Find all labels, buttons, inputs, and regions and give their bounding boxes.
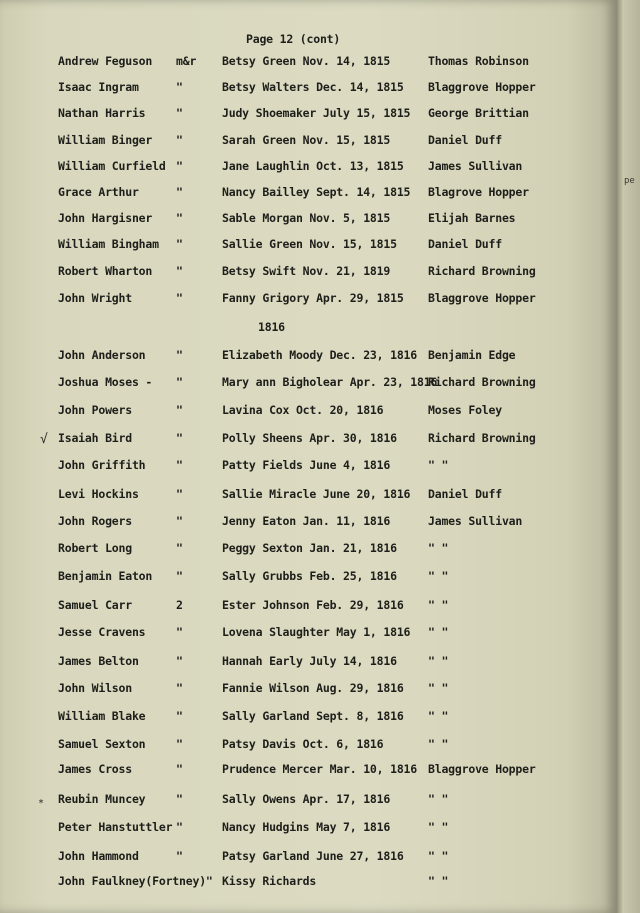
officiant-name: " " — [428, 458, 449, 472]
bride-and-date: Betsy Green Nov. 14, 1815 — [222, 54, 391, 68]
record-row — [0, 874, 616, 894]
ditto-mark: " — [176, 569, 183, 583]
groom-name: Benjamin Eaton — [58, 569, 153, 583]
officiant-name: Benjamin Edge — [428, 348, 516, 362]
groom-name: Andrew Feguson — [58, 54, 153, 68]
record-row — [0, 264, 616, 284]
record-row — [0, 348, 616, 368]
ditto-mark: m&r — [176, 54, 197, 68]
groom-name: Reubin Muncey — [58, 792, 146, 806]
ditto-mark: " — [176, 792, 183, 806]
groom-name: Isaiah Bird — [58, 431, 132, 445]
officiant-name: Richard Browning — [428, 264, 536, 278]
adjacent-page-edge — [616, 0, 640, 913]
officiant-name: Richard Browning — [428, 375, 536, 389]
groom-name: John Griffith — [58, 458, 146, 472]
bride-and-date: Polly Sheens Apr. 30, 1816 — [222, 431, 397, 445]
bride-and-date: Sarah Green Nov. 15, 1815 — [222, 133, 391, 147]
ditto-mark: " — [176, 625, 183, 639]
ditto-mark: " — [176, 541, 183, 555]
groom-name: William Binger — [58, 133, 153, 147]
officiant-name: Blaggrove Hopper — [428, 762, 536, 776]
ditto-mark: " — [176, 159, 183, 173]
ditto-mark: " — [176, 348, 183, 362]
ditto-mark: " — [176, 820, 183, 834]
bride-and-date: Lavina Cox Oct. 20, 1816 — [222, 403, 384, 417]
bride-and-date: Sable Morgan Nov. 5, 1815 — [222, 211, 391, 225]
bride-and-date: Patsy Davis Oct. 6, 1816 — [222, 737, 384, 751]
record-row — [0, 291, 616, 311]
officiant-name: Daniel Duff — [428, 237, 502, 251]
record-row — [0, 403, 616, 423]
officiant-name: " " — [428, 681, 449, 695]
groom-name: Samuel Sexton — [58, 737, 146, 751]
record-row — [0, 737, 616, 757]
ditto-mark: " — [176, 80, 183, 94]
bride-and-date: Jenny Eaton Jan. 11, 1816 — [222, 514, 391, 528]
ditto-mark: " — [176, 106, 183, 120]
record-row — [0, 237, 616, 257]
adjacent-page-text: pe — [624, 176, 635, 186]
check-mark: √ — [40, 432, 48, 447]
bride-and-date: Fanny Grigory Apr. 29, 1815 — [222, 291, 404, 305]
bride-and-date: Jane Laughlin Oct. 13, 1815 — [222, 159, 404, 173]
bride-and-date: Sally Grubbs Feb. 25, 1816 — [222, 569, 397, 583]
record-row — [0, 792, 616, 812]
officiant-name: Moses Foley — [428, 403, 502, 417]
groom-name: Isaac Ingram — [58, 80, 139, 94]
groom-name: James Belton — [58, 654, 139, 668]
groom-name: Levi Hockins — [58, 487, 139, 501]
record-row — [0, 514, 616, 534]
officiant-name: Elijah Barnes — [428, 211, 516, 225]
record-row — [0, 133, 616, 153]
officiant-name: Thomas Robinson — [428, 54, 529, 68]
groom-name: John Powers — [58, 403, 132, 417]
record-row — [0, 654, 616, 674]
ditto-mark: " — [176, 849, 183, 863]
bride-and-date: Lovena Slaughter May 1, 1816 — [222, 625, 411, 639]
ditto-mark: " — [176, 375, 183, 389]
groom-name: Robert Long — [58, 541, 132, 555]
ditto-mark: " — [176, 762, 183, 776]
record-row — [0, 80, 616, 100]
groom-name: William Blake — [58, 709, 146, 723]
ditto-mark: " — [176, 211, 183, 225]
officiant-name: Blaggrove Hopper — [428, 291, 536, 305]
record-row — [0, 681, 616, 701]
groom-name: Grace Arthur — [58, 185, 139, 199]
officiant-name: " " — [428, 569, 449, 583]
record-row — [0, 569, 616, 589]
bride-and-date: Sallie Green Nov. 15, 1815 — [222, 237, 397, 251]
record-row — [0, 159, 616, 179]
bride-and-date: Betsy Walters Dec. 14, 1815 — [222, 80, 404, 94]
ditto-mark: " — [176, 487, 183, 501]
groom-name: William Curfield — [58, 159, 166, 173]
record-row — [0, 211, 616, 231]
groom-name: William Bingham — [58, 237, 159, 251]
officiant-name: " " — [428, 625, 449, 639]
record-row — [0, 541, 616, 561]
officiant-name: Daniel Duff — [428, 133, 502, 147]
officiant-name: " " — [428, 541, 449, 555]
groom-name: Joshua Moses - — [58, 375, 153, 389]
bride-and-date: Judy Shoemaker July 15, 1815 — [222, 106, 411, 120]
officiant-name: " " — [428, 792, 449, 806]
groom-name: Peter Hanstuttler — [58, 820, 173, 834]
ditto-mark: " — [176, 133, 183, 147]
groom-name: John Faulkney(Fortney)" — [58, 874, 213, 888]
officiant-name: James Sullivan — [428, 159, 523, 173]
officiant-name: " " — [428, 849, 449, 863]
groom-name: John Wright — [58, 291, 132, 305]
bride-and-date: Nancy Hudgins May 7, 1816 — [222, 820, 391, 834]
record-row — [0, 458, 616, 478]
ditto-mark: " — [176, 737, 183, 751]
groom-name: Nathan Harris — [58, 106, 146, 120]
record-row — [0, 762, 616, 782]
bride-and-date: Nancy Bailley Sept. 14, 1815 — [222, 185, 411, 199]
bride-and-date: Patty Fields June 4, 1816 — [222, 458, 391, 472]
ditto-mark: " — [176, 291, 183, 305]
bride-and-date: Fannie Wilson Aug. 29, 1816 — [222, 681, 404, 695]
record-row — [0, 54, 616, 74]
groom-name: Jesse Cravens — [58, 625, 146, 639]
officiant-name: James Sullivan — [428, 514, 523, 528]
officiant-name: Richard Browning — [428, 431, 536, 445]
record-row — [0, 375, 616, 395]
record-row — [0, 820, 616, 840]
ditto-mark: " — [176, 264, 183, 278]
ditto-mark: " — [176, 185, 183, 199]
groom-name: John Hammond — [58, 849, 139, 863]
bride-and-date: Hannah Early July 14, 1816 — [222, 654, 397, 668]
page-header: Page 12 (cont) — [246, 32, 341, 46]
bride-and-date: Patsy Garland June 27, 1816 — [222, 849, 404, 863]
bride-and-date: Prudence Mercer Mar. 10, 1816 — [222, 762, 417, 776]
officiant-name: " " — [428, 654, 449, 668]
ditto-mark: " — [176, 431, 183, 445]
record-row — [0, 487, 616, 507]
officiant-name: " " — [428, 820, 449, 834]
ditto-mark: 2 — [176, 598, 183, 612]
groom-name: James Cross — [58, 762, 132, 776]
year-heading: 1816 — [258, 320, 285, 334]
bride-and-date: Sally Garland Sept. 8, 1816 — [222, 709, 404, 723]
bride-and-date: Elizabeth Moody Dec. 23, 1816 — [222, 348, 417, 362]
officiant-name: " " — [428, 874, 449, 888]
bride-and-date: Betsy Swift Nov. 21, 1819 — [222, 264, 391, 278]
ditto-mark: " — [176, 514, 183, 528]
officiant-name: " " — [428, 598, 449, 612]
bride-and-date: Kissy Richards — [222, 874, 317, 888]
ditto-mark: " — [176, 403, 183, 417]
groom-name: Robert Wharton — [58, 264, 153, 278]
groom-name: John Rogers — [58, 514, 132, 528]
officiant-name: " " — [428, 737, 449, 751]
bride-and-date: Sally Owens Apr. 17, 1816 — [222, 792, 391, 806]
ditto-mark: " — [176, 709, 183, 723]
record-row — [0, 106, 616, 126]
groom-name: John Hargisner — [58, 211, 153, 225]
record-row — [0, 849, 616, 869]
bride-and-date: Ester Johnson Feb. 29, 1816 — [222, 598, 404, 612]
margin-mark: * — [38, 798, 45, 809]
bride-and-date: Peggy Sexton Jan. 21, 1816 — [222, 541, 397, 555]
bride-and-date: Mary ann Bigholear Apr. 23, 1816 — [222, 375, 438, 389]
officiant-name: George Brittian — [428, 106, 529, 120]
record-row — [0, 598, 616, 618]
record-row — [0, 709, 616, 729]
record-row — [0, 185, 616, 205]
groom-name: John Anderson — [58, 348, 146, 362]
record-row — [0, 625, 616, 645]
groom-name: John Wilson — [58, 681, 132, 695]
ditto-mark: " — [176, 654, 183, 668]
groom-name: Samuel Carr — [58, 598, 132, 612]
officiant-name: Blaggrove Hopper — [428, 80, 536, 94]
officiant-name: Blagrove Hopper — [428, 185, 529, 199]
ditto-mark: " — [176, 458, 183, 472]
officiant-name: " " — [428, 709, 449, 723]
ditto-mark: " — [176, 237, 183, 251]
record-row — [0, 431, 616, 451]
officiant-name: Daniel Duff — [428, 487, 502, 501]
bride-and-date: Sallie Miracle June 20, 1816 — [222, 487, 411, 501]
ditto-mark: " — [176, 681, 183, 695]
